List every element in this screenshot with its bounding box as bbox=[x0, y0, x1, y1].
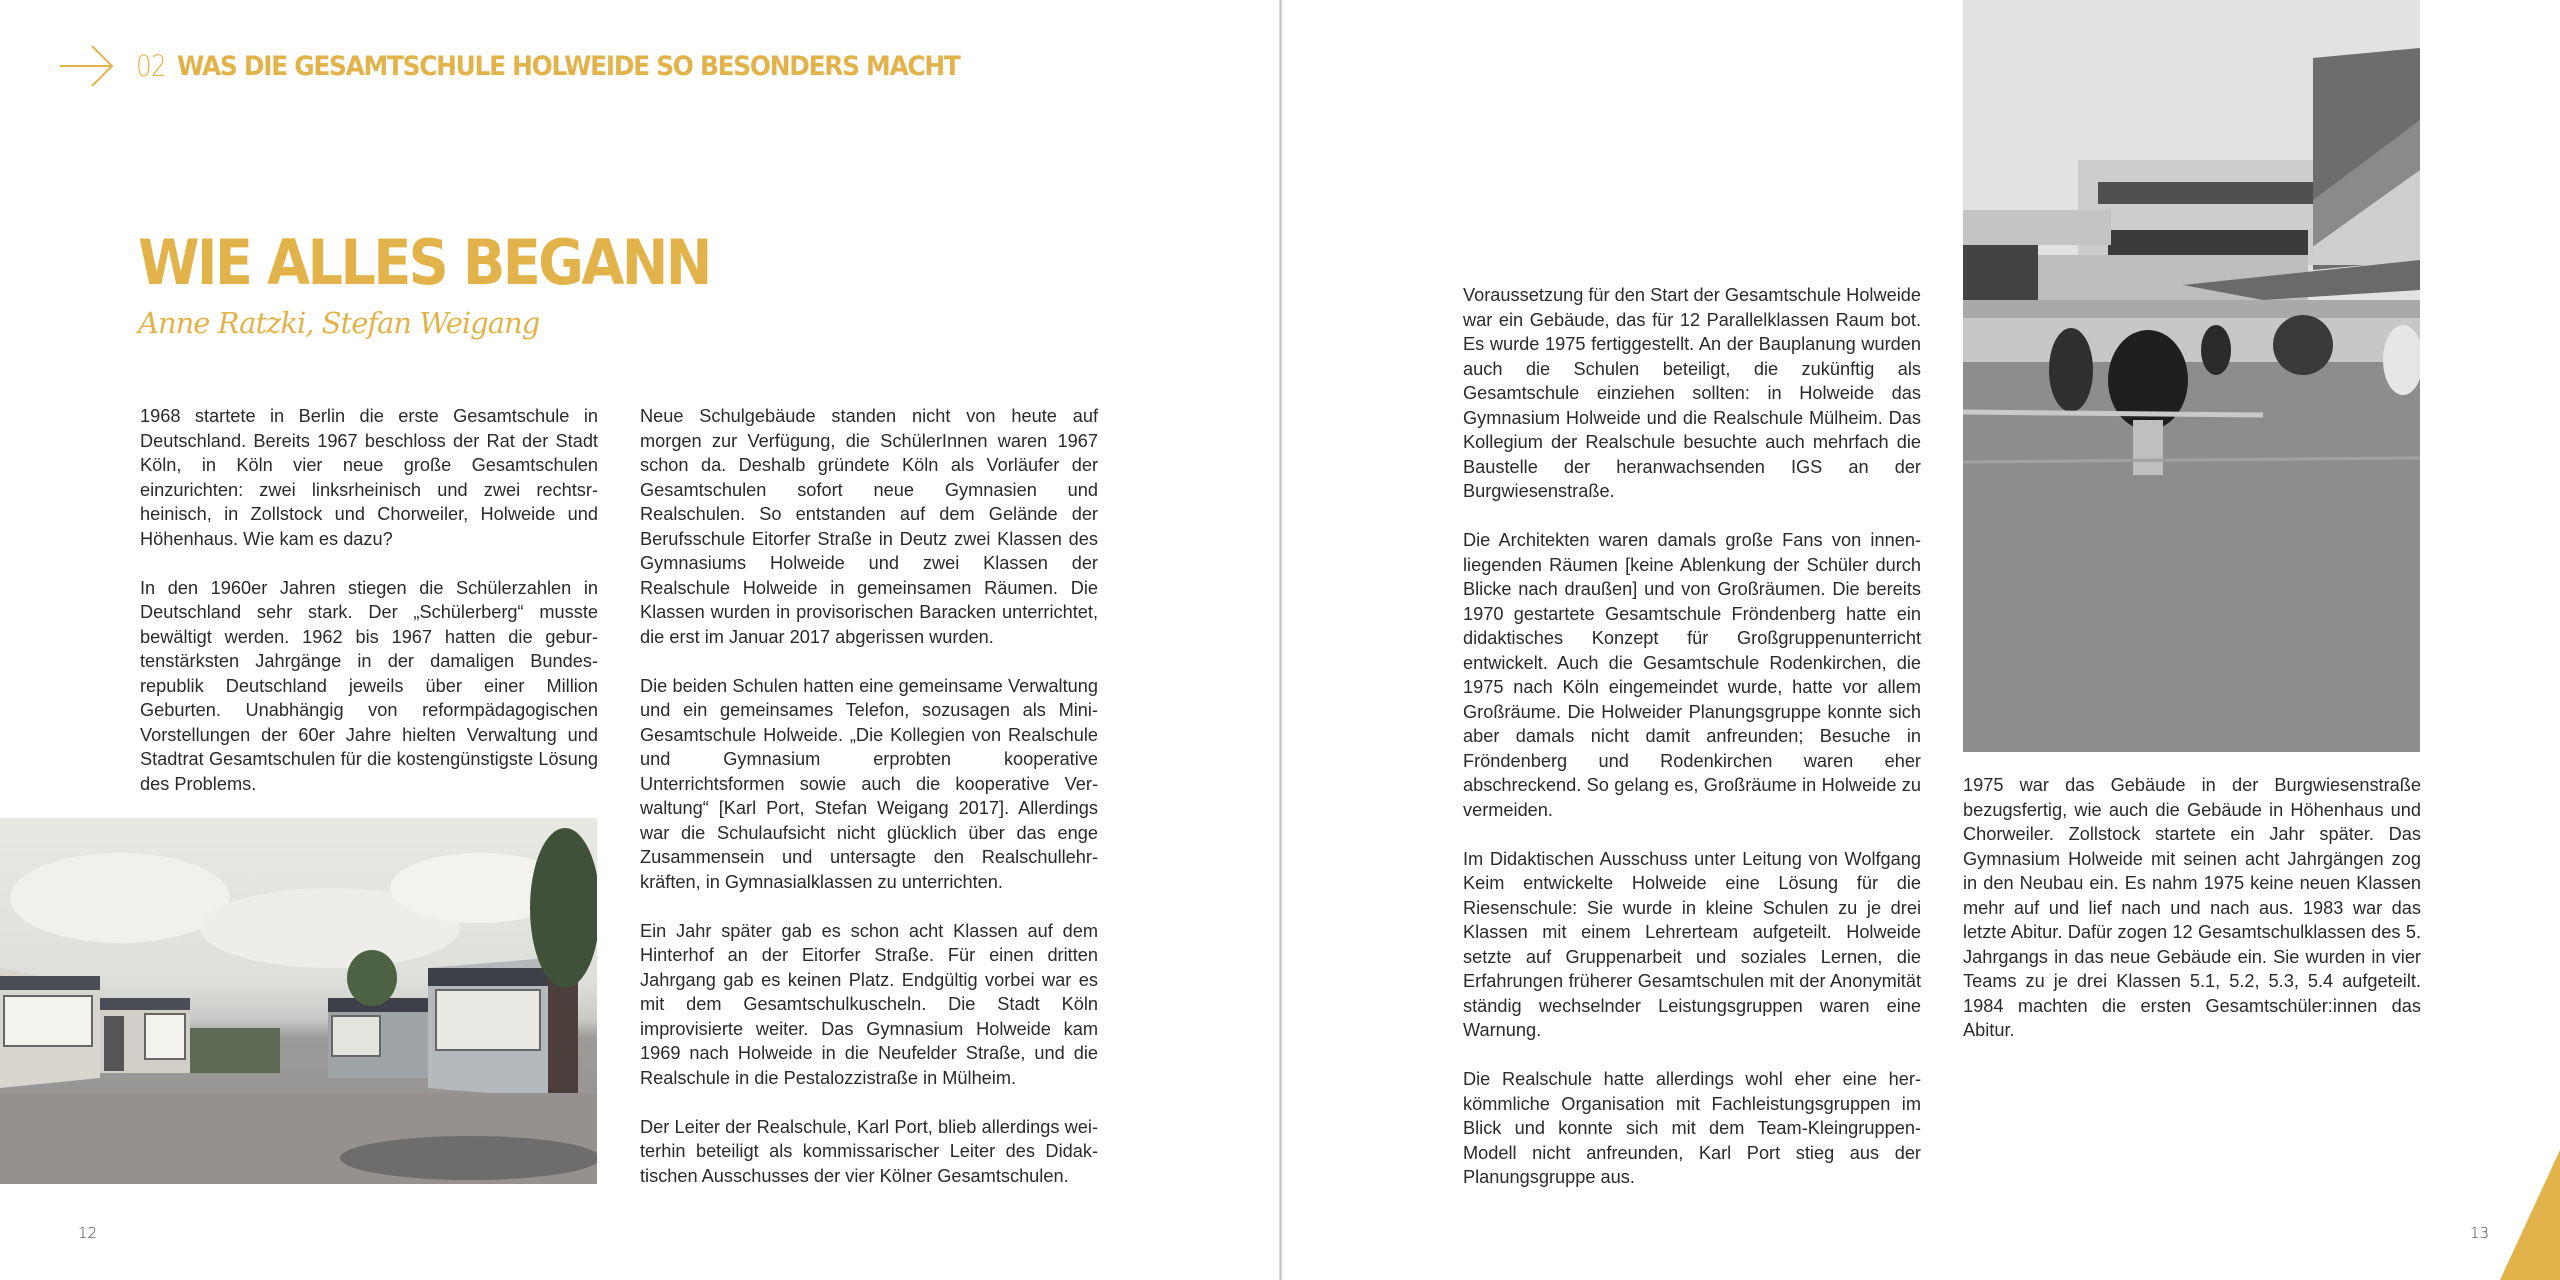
article-authors: Anne Ratzki, Stefan Weigang bbox=[138, 306, 540, 340]
paragraph: Voraussetzung für den Start der Gesamtschule Holweide war ein Gebäude, das für 12 Parallelklassen Raum bot. Es wurde 1975 fertiggestellt. An der Bauplanung wurden auch die Schulen beteiligt, die zukünftig als Gesamtschule einziehen sollten: in Holweide das Gymnasium Holweide und die Realschule Mülheim. Das Kollegium der Realschule besuchte auch mehrfach die Baustelle der heranwachsenden IGS an der Burgwiesenstraße. bbox=[1463, 285, 1921, 501]
page-number-right: 13 bbox=[2470, 1224, 2490, 1242]
section-header bbox=[58, 44, 1027, 88]
barracks-photo bbox=[0, 818, 597, 1184]
page-number-left: 12 bbox=[78, 1224, 98, 1242]
arrow-right-icon bbox=[58, 44, 116, 88]
paragraph: Im Didaktischen Ausschuss unter Leitung von Wolfgang Keim entwickelte Holweide eine Lösung für die Riesenschule: Sie wurde in kleine Schulen zu je drei Klassen mit einem Lehrerteam aufgeteilt. Holweide setzte auf Gruppenarbeit und soziales Lernen, die Erfahrungen früherer Gesamtschulen mit der Anonymität ständig wechselnder Leistungsgruppen waren eine Warnung. bbox=[1463, 848, 1921, 1040]
text-column-2 bbox=[640, 404, 1098, 1188]
text-column-1 bbox=[140, 404, 598, 796]
building-illustration bbox=[1963, 0, 2420, 752]
text-column-3 bbox=[1463, 283, 1921, 1190]
paragraph: Der Leiter der Realschule, Karl Port, blieb allerdings weiterhin beteiligt als kommissarischer Leiter des Didaktischen Ausschusses der vier Kölner Gesamtschulen. bbox=[640, 1116, 1098, 1186]
paragraph: Ein Jahr später gab es schon acht Klassen auf dem Hinterhof an der Eitorfer Straße. Für einen dritten Jahrgang gab es keinen Platz. Endgültig vorbei war es mit dem Gesamtschulkuscheln. Die Stadt Köln improvisierte weiter. Das Gymnasium Holweide kam 1969 nach Holweide in die Neufelder Straße, und die Realschule in die Pestalozzistraße in Mülheim. bbox=[640, 920, 1098, 1088]
paragraph: Neue Schulgebäude standen nicht von heute auf morgen zur Verfügung, die SchülerInnen waren 1967 schon da. Deshalb gründete Köln als Vorläufer der Gesamtschulen sofort neue Gymnasien und Realschulen. So entstanden auf dem Gelände der Berufsschule Eitorfer Straße in Deutz zwei Klassen des Gymnasiums Holweide und zwei Klassen der Realschule Holweide in gemeinsamen Räumen. Die Klassen wurden in provisorischen Baracken unterrichtet, die erst im Januar 2017 abgerissen wurden. bbox=[640, 406, 1098, 647]
paragraph: In den 1960er Jahren stiegen die Schülerzahlen in Deutschland sehr stark. Der „Schülerberg“ musste bewältigt werden. 1962 bis 1967 hatten die geburtenstärksten Jahrgänge in der damaligen Bundesrepublik Deutschland jeweils über einer Million Geburten. Unabhängig von reformpädagogischen Vorstellungen der 60er Jahre hielten Verwaltung und Stadtrat Gesamtschulen für die kostengünstigste Lösung des Problems. bbox=[140, 577, 598, 794]
paragraph: 1975 war das Gebäude in der Burgwiesenstraße bezugsfertig, wie auch die Gebäude in Höhenhaus und Chorweiler. Zollstock startete ein Jahr später. Das Gymnasium Holweide mit seinen acht Jahrgängen zog in den Neubau ein. Es nahm 1975 keine neuen Klassen mehr auf und lief nach und nach aus. 1983 war das letzte Abitur. Dafür zogen 12 Gesamtschulklassen des 5. Jahrgangs in das neue Gebäude ein. Sie wurden in vier Teams zu je drei Klassen 5.1, 5.2, 5.3, 5.4 aufgeteilt. 1984 machten die ersten Gesamtschüler:innen das Abitur. bbox=[1963, 775, 2421, 1040]
paragraph: Die Realschule hatte allerdings wohl eher eine herkömmliche Organisation mit Fachleistungsgruppen im Blick und konnte sich mit dem Team-Kleingruppen-Modell nicht anfreunden, Karl Port stieg aus der Planungsgruppe aus. bbox=[1463, 1069, 1921, 1187]
corner-accent-triangle bbox=[2500, 1150, 2560, 1280]
paragraph: Die Architekten waren damals große Fans von innenliegenden Räumen [keine Ablenkung der Schüler durch Blicke nach draußen] und von Großräumen. Die bereits 1970 gestartete Gesamtschule Fröndenberg hatte ein didaktisches Konzept für Großgruppenunterricht entwickelt. Auch die Gesamtschule Rodenkirchen, die 1975 nach Köln eingemeindet wurde, hatte vor allem Großräume. Die Holweider Planungsgruppe konnte sich aber damals nicht damit anfreunden; Besuche in Fröndenberg und Rodenkirchen waren eher abschreckend. So gelang es, Großräume in Holweide zu vermeiden. bbox=[1463, 530, 1921, 820]
barracks-illustration bbox=[0, 818, 597, 1184]
section-title: WAS DIE GESAMTSCHULE HOLWEIDE SO BESONDERS MACHT bbox=[176, 50, 960, 82]
school-building-photo bbox=[1963, 0, 2420, 752]
article-title: WIE ALLES BEGANN bbox=[138, 226, 710, 299]
text-column-4 bbox=[1963, 773, 2421, 1043]
paragraph: 1968 startete in Berlin die erste Gesamtschule in Deutschland. Bereits 1967 beschloss der Rat der Stadt Köln, in Köln vier neue große Gesamtschulen einzurichten: zwei linksrheinisch und zwei rechtsrheinisch, in Zollstock und Chorweiler, Holweide und Höhenhaus. Wie kam es dazu? bbox=[140, 406, 598, 549]
section-number: 02 bbox=[136, 49, 166, 83]
paragraph: Die beiden Schulen hatten eine gemeinsame Verwaltung und ein gemeinsames Telefon, sozusagen als Mini-Gesamtschule Holweide. „Die Kollegien von Realschule und Gymnasium erprobten kooperative Unterrichtsformen sowie auch die kooperative Verwaltung“ [Karl Port, Stefan Weigang 2017]. Allerdings war die Schulaufsicht nicht glücklich über das enge Zusammensein und untersagte den Realschullehrkräften, in Gymnasialklassen zu unterrichten. bbox=[640, 675, 1098, 892]
